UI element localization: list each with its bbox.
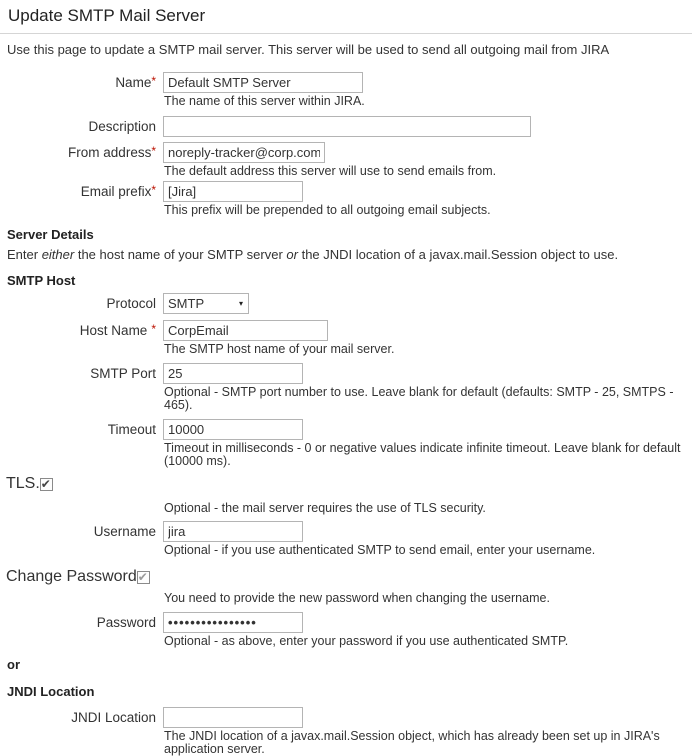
smtp-port-row: [6, 363, 686, 384]
from-address-input[interactable]: [163, 142, 325, 163]
email-prefix-input[interactable]: [163, 181, 303, 202]
title-divider: [0, 33, 692, 34]
from-address-row: [6, 142, 686, 163]
change-password-checkbox[interactable]: [137, 571, 150, 584]
host-name-input[interactable]: [163, 320, 328, 341]
password-row: [6, 612, 686, 633]
username-label: Username: [93, 524, 156, 539]
page-intro: Use this page to update a SMTP mail server. This server will be used to send all outgoing mail from JIRA: [7, 42, 610, 57]
tls-checkbox[interactable]: [40, 478, 53, 491]
or-heading: or: [7, 657, 20, 672]
description-label: Description: [88, 119, 156, 134]
username-help: Optional - if you use authenticated SMTP to send email, enter your username.: [164, 543, 596, 557]
change-password-label: Change Password: [6, 568, 137, 585]
smtp-port-input[interactable]: [163, 363, 303, 384]
required-asterisk: *: [151, 144, 156, 158]
host-name-help: The SMTP host name of your mail server.: [164, 342, 395, 356]
from-address-help: The default address this server will use to send emails from.: [164, 164, 497, 178]
jndi-location-help: The JNDI location of a javax.mail.Session object, which has already been set up in JIRA's application server.: [164, 729, 660, 756]
username-input[interactable]: [163, 521, 303, 542]
from-address-label: From address*: [68, 144, 156, 160]
username-row: [6, 521, 686, 542]
host-name-label: Host Name *: [79, 322, 156, 338]
chevron-down-icon: ▾: [238, 299, 243, 308]
jndi-location-row: [6, 707, 686, 728]
timeout-help: Timeout in milliseconds - 0 or negative values indicate infinite timeout. Leave blank for default (10000 ms).: [164, 441, 681, 468]
name-help: The name of this server within JIRA.: [164, 94, 365, 108]
server-details-heading: Server Details: [7, 227, 94, 242]
email-prefix-label: Email prefix*: [80, 183, 156, 199]
timeout-input[interactable]: [163, 419, 303, 440]
required-asterisk: *: [151, 74, 156, 88]
smtp-port-label: SMTP Port: [90, 366, 156, 381]
timeout-label: Timeout: [107, 422, 156, 437]
protocol-selected-value: SMTP: [168, 296, 205, 311]
password-help: Optional - as above, enter your password if you use authenticated SMTP.: [164, 634, 569, 648]
password-label: Password: [96, 615, 156, 630]
smtp-host-heading: SMTP Host: [7, 273, 76, 288]
protocol-label: Protocol: [106, 296, 156, 311]
email-prefix-help: This prefix will be prepended to all outgoing email subjects.: [164, 203, 491, 217]
password-input[interactable]: [163, 612, 303, 633]
name-input[interactable]: [163, 72, 363, 93]
tls-label: TLS.: [6, 475, 40, 492]
page-title: Update SMTP Mail Server: [8, 6, 206, 25]
change-password-row: [6, 568, 686, 586]
name-label: Name*: [115, 74, 156, 90]
change-password-help: You need to provide the new password when changing the username.: [164, 591, 550, 605]
jndi-location-input[interactable]: [163, 707, 303, 728]
timeout-row: [6, 419, 686, 440]
host-name-row: [6, 320, 686, 341]
tls-help: Optional - the mail server requires the use of TLS security.: [164, 501, 486, 515]
protocol-row: [6, 293, 686, 314]
server-details-description: Enter either the host name of your SMTP server or the JNDI location of a javax.mail.Session object to use.: [7, 247, 619, 262]
jndi-location-label: JNDI Location: [71, 710, 156, 725]
required-asterisk: *: [151, 183, 156, 197]
email-prefix-row: [6, 181, 686, 202]
protocol-select[interactable]: [163, 293, 249, 314]
smtp-port-help: Optional - SMTP port number to use. Leave blank for default (defaults: SMTP - 25, SMTPS - 465).: [164, 385, 674, 412]
jndi-location-heading: JNDI Location: [7, 684, 95, 699]
description-row: [6, 116, 686, 137]
required-asterisk: *: [151, 322, 156, 336]
name-row: [6, 72, 686, 93]
tls-row: [6, 475, 686, 493]
description-input[interactable]: [163, 116, 531, 137]
